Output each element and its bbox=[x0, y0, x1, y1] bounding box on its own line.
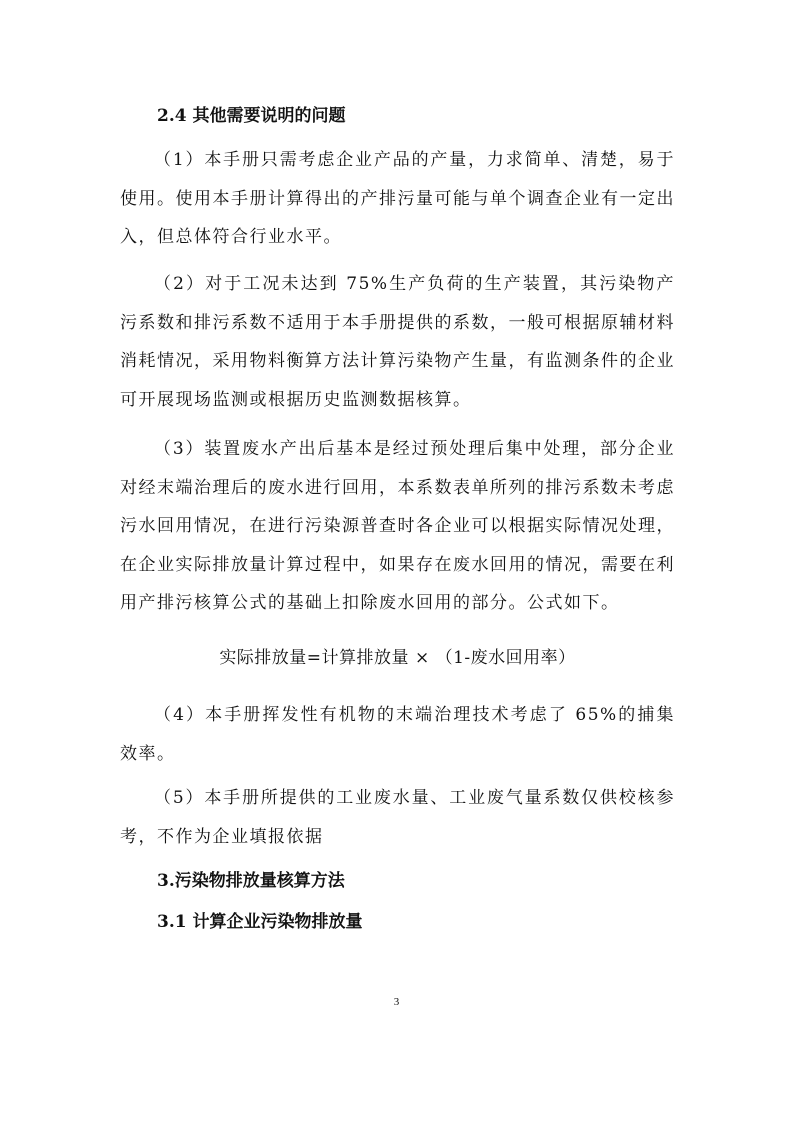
paragraph-2: （2）对于工况未达到 75%生产负荷的生产装置，其污染物产污系数和排污系数不适用于本手册提供的系数，一般可根据原辅材料消耗情况，采用物料衡算方法计算污染物产生量，有监测条件的企业可开展现场监测或根据历史监测数据核算。 bbox=[120, 274, 675, 410]
paragraph-4: （4）本手册挥发性有机物的末端治理技术考虑了 65%的捕集效率。 bbox=[120, 705, 675, 764]
page-number: 3 bbox=[393, 996, 400, 1008]
section-3-heading: 3.污染物排放量核算方法 bbox=[157, 871, 345, 891]
paragraph-3: （3）装置废水产出后基本是经过预处理后集中处理，部分企业对经末端治理后的废水进行回用，本系数表单所列的排污系数未考虑污水回用情况，在进行污染源普查时各企业可以根据实际情况处理，在企业实际排放量计算过程中，如果存在废水回用的情况，需要在利用产排污核算公式的基础上扣除废水回用的部分。公式如下。 bbox=[120, 439, 675, 613]
section-3-1-heading: 3.1 计算企业污染物排放量 bbox=[157, 912, 363, 932]
paragraph-5: （5）本手册所提供的工业废水量、工业废气量系数仅供校核参考，不作为企业填报依据 bbox=[120, 788, 675, 847]
formula: 实际排放量=计算排放量 × （1-废水回用率） bbox=[219, 648, 576, 668]
paragraph-1: （1）本手册只需考虑企业产品的产量，力求简单、清楚，易于使用。使用本手册计算得出的产排污量可能与单个调查企业有一定出入，但总体符合行业水平。 bbox=[120, 150, 675, 247]
section-2-4-heading: 2.4 其他需要说明的问题 bbox=[157, 106, 346, 126]
